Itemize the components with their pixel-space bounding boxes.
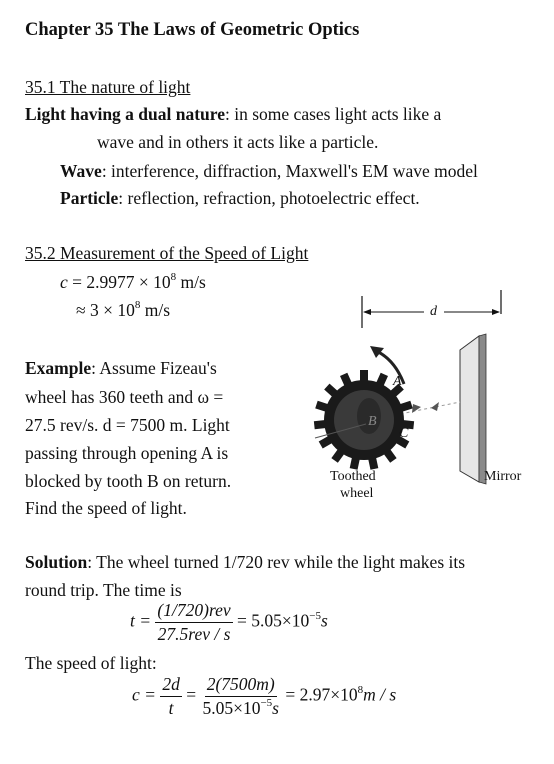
speed-result: = 2.97×10 [285, 684, 358, 705]
mirror-label: Mirror [484, 469, 522, 484]
speed-approx-value: ≈ 3 × 10 [76, 300, 135, 320]
example-line-6: Find the speed of light. [25, 498, 187, 518]
section-heading-speed-of-light: 35.2 Measurement of the Speed of Light [25, 243, 309, 263]
mirror-edge [479, 334, 486, 484]
particle-term: Particle [60, 188, 119, 208]
fizeau-apparatus-diagram [300, 286, 554, 516]
time-fraction [155, 600, 232, 645]
speed-equation-exact [60, 272, 206, 293]
example-term: Example [25, 358, 92, 378]
example-line-1: Example: Assume Fizeau's [25, 358, 217, 378]
speed-approx-unit: m/s [140, 300, 171, 320]
tooth-b-label: B [368, 414, 377, 429]
wave-term: Wave [60, 161, 102, 181]
speed-fraction-1: $\frac{2d}{t}$ [162, 674, 180, 718]
dual-nature-continuation: wave and in others it acts like a particle. [97, 132, 379, 152]
speed-intro: The speed of light: [25, 653, 157, 673]
example-line-3: 27.5 rev/s. d = 7500 m. Light [25, 415, 230, 435]
speed-fraction-2: $\frac{2(7500m)}{5.05\times 10^{-5}s}$ [202, 674, 279, 718]
tooth-c-label: C [399, 426, 409, 441]
time-numerator: (1/720)rev [155, 600, 232, 623]
speed-unit: m/s [176, 272, 206, 292]
wave-line [60, 161, 478, 182]
speed-calc-equation: c = $\frac{2d}{t}$ = $\frac{2(7500m)}{5.05\times 10^{-5}s}$ = $2.97\times 10^8m / s$ [132, 674, 397, 718]
time-result: = 5.05×10 [237, 610, 310, 631]
beam-arrow-return [431, 402, 439, 411]
time-equation: t = $\frac{\text{(1/720)rev}}{\text{27.5rev / s}}$ = $5.05\times 10^{-5}s$ [130, 600, 328, 644]
dual-nature-text: : in some cases light acts like a [225, 104, 442, 124]
solution-line-1: Solution: The wheel turned 1/720 rev while the light makes its [25, 552, 466, 572]
section-heading-nature-of-light: 35.1 The nature of light [25, 77, 191, 97]
mirror-panel [460, 336, 479, 482]
speed-exponent: 8 [170, 271, 177, 284]
wheel-label-line-2: wheel [340, 486, 374, 501]
speed-approx-exponent: 8 [134, 299, 141, 312]
wave-text: : interference, diffraction, Maxwell's EM wave model [101, 161, 478, 181]
speed-equation-approx [76, 300, 170, 321]
solution-line-2: round trip. The time is [25, 580, 182, 600]
speed-symbol: c [60, 272, 68, 292]
example-line-4: passing through opening A is [25, 443, 229, 463]
dual-nature-line [25, 104, 441, 125]
particle-line [60, 188, 420, 209]
distance-label: d [430, 304, 437, 319]
dual-nature-term: Light having a dual nature [25, 104, 226, 124]
opening-a-label: A [393, 374, 402, 389]
solution-term: Solution [25, 552, 88, 572]
time-denominator: 27.5rev / s [157, 624, 231, 644]
beam-arrow-out [412, 404, 421, 413]
wheel-label-line-1: Toothed [330, 469, 376, 484]
example-line-2: wheel has 360 teeth and ω = [25, 387, 224, 407]
example-line-5: blocked by tooth B on return. [25, 471, 232, 491]
page-title: Chapter 35 The Laws of Geometric Optics [25, 20, 360, 40]
particle-text: : reflection, refraction, photoelectric effect. [118, 188, 420, 208]
speed-value: = 2.9977 × 10 [67, 272, 171, 292]
